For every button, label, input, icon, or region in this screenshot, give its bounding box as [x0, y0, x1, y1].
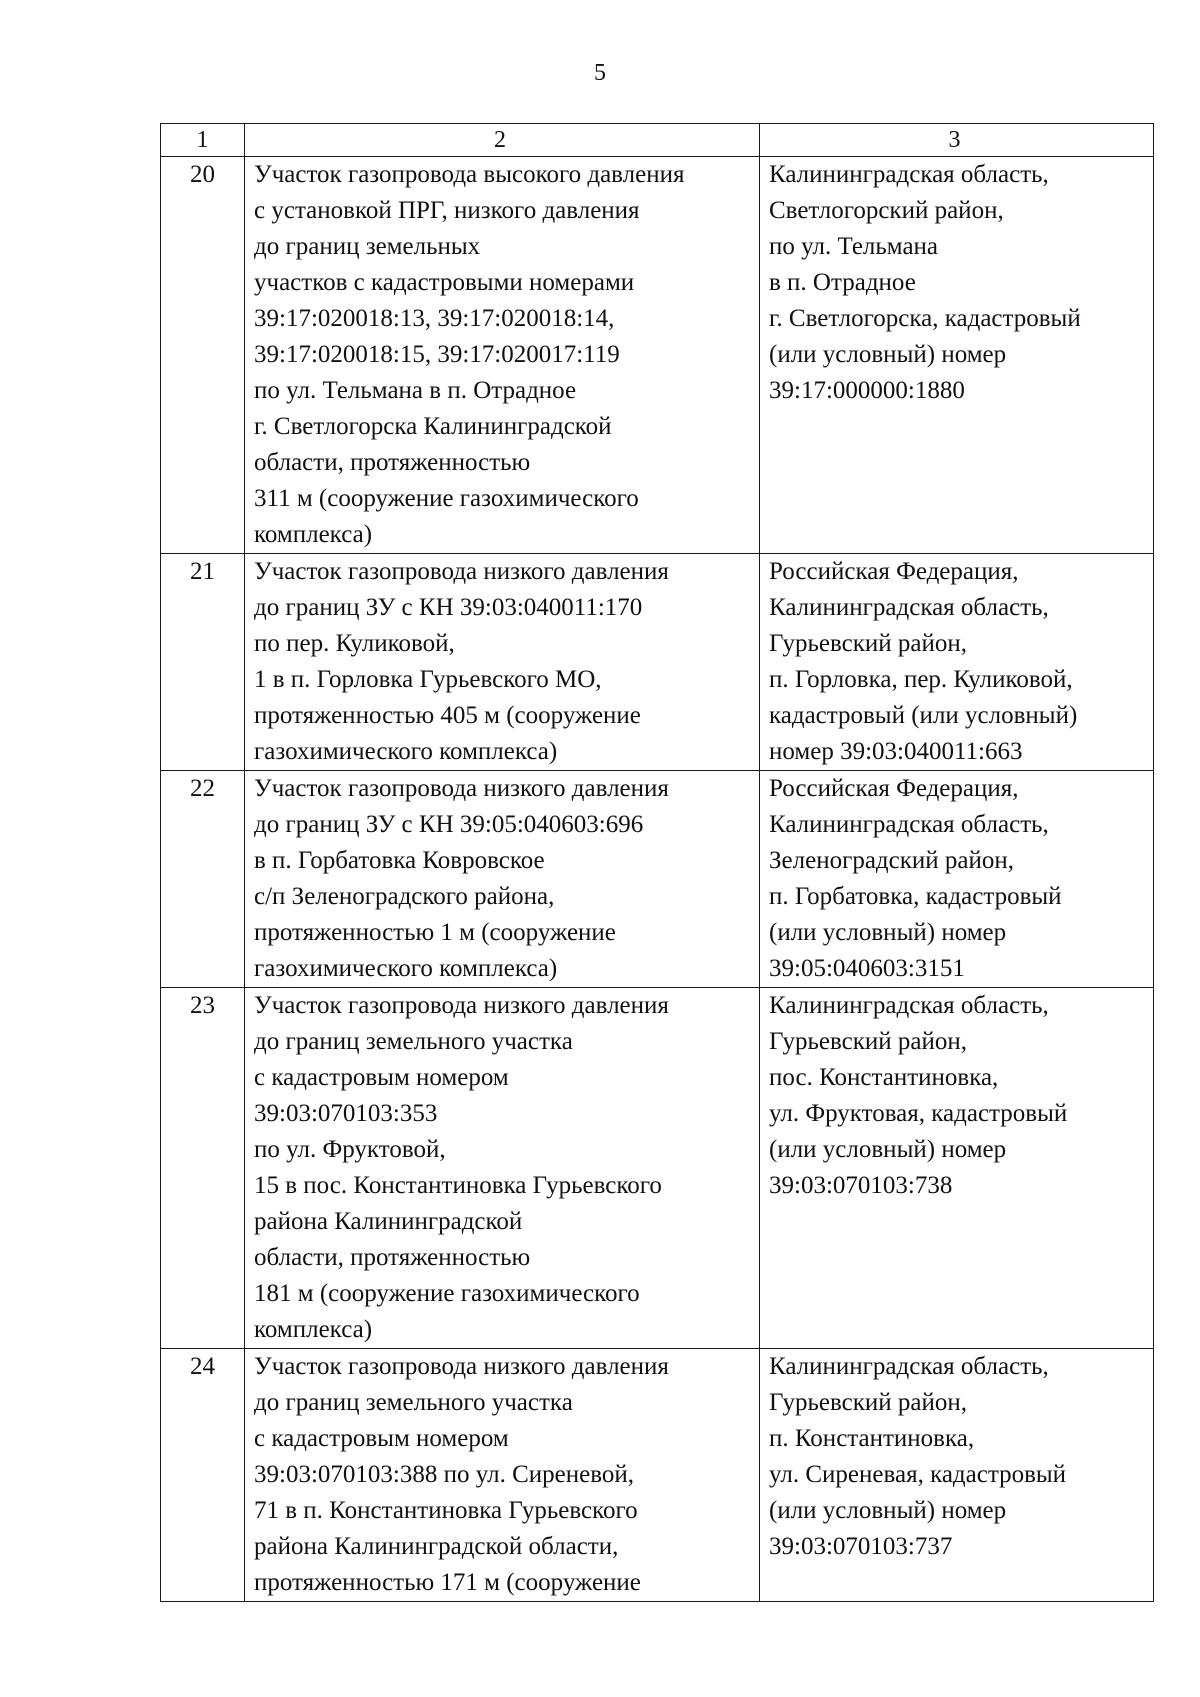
address-line: Светлогорский район, [769, 197, 1004, 224]
header-col-1: 1 [161, 124, 245, 157]
address-line: в п. Отрадное [769, 269, 916, 296]
row-number-cell [161, 988, 245, 1349]
row-number: 20 [190, 161, 215, 188]
description-line: 311 м (сооружение газохимического [254, 485, 639, 512]
row-number: 23 [190, 992, 215, 1019]
address-line: кадастровый (или условный) [769, 702, 1078, 729]
address-line: Калининградская область, [769, 811, 1049, 838]
table-row [161, 554, 1154, 771]
address-line: п. Константиновка, [769, 1425, 975, 1452]
row-number: 22 [190, 775, 215, 802]
description-line: 39:03:070103:353 [254, 1100, 438, 1127]
description-line: газохимического комплекса) [254, 955, 558, 982]
description-line: протяженностью 1 м (сооружение [254, 919, 616, 946]
description-line: участков с кадастровыми номерами [254, 269, 635, 296]
row-description-cell [245, 554, 760, 771]
row-address-cell [760, 988, 1154, 1349]
row-address-cell [760, 771, 1154, 988]
row-address-cell [760, 1349, 1154, 1602]
description-line: до границ земельных [254, 233, 481, 260]
description-line: комплекса) [254, 521, 373, 548]
row-address-cell [760, 157, 1154, 554]
address-line: п. Горбатовка, кадастровый [769, 883, 1062, 910]
address-line: ул. Сиреневая, кадастровый [769, 1461, 1067, 1488]
address-line: по ул. Тельмана [769, 233, 939, 260]
row-description-cell [245, 771, 760, 988]
table-row [161, 1349, 1154, 1602]
description-line: до границ земельного участка [254, 1389, 573, 1416]
description-line: района Калининградской области, [254, 1533, 619, 1560]
description-line: комплекса) [254, 1316, 373, 1343]
address-line: Калининградская область, [769, 1353, 1049, 1380]
table-row [161, 771, 1154, 988]
row-address-cell [760, 554, 1154, 771]
row-number-cell [161, 771, 245, 988]
description-line: 15 в пос. Константиновка Гурьевского [254, 1172, 662, 1199]
description-line: протяженностью 405 м (сооружение [254, 702, 641, 729]
address-line: Калининградская область, [769, 992, 1049, 1019]
row-number-cell [161, 554, 245, 771]
objects-table [160, 123, 1154, 1602]
address-line: (или условный) номер [769, 1136, 1007, 1163]
description-line: Участок газопровода низкого давления [254, 558, 669, 585]
description-line: 39:17:020018:15, 39:17:020017:119 [254, 341, 620, 368]
description-line: протяженностью 171 м (сооружение [254, 1569, 641, 1596]
row-description-cell [245, 157, 760, 554]
address-line: п. Горловка, пер. Куликовой, [769, 666, 1073, 693]
address-line: ул. Фруктовая, кадастровый [769, 1100, 1068, 1127]
description-line: Участок газопровода высокого давления [254, 161, 685, 188]
address-line: (или условный) номер [769, 1497, 1007, 1524]
description-line: по пер. Куликовой, [254, 630, 455, 657]
description-line: с кадастровым номером [254, 1064, 509, 1091]
address-line: 39:03:070103:737 [769, 1533, 953, 1560]
description-line: 39:03:070103:388 по ул. Сиреневой, [254, 1461, 634, 1488]
table-row [161, 988, 1154, 1349]
description-line: по ул. Тельмана в п. Отрадное [254, 377, 577, 404]
address-line: Гурьевский район, [769, 1028, 968, 1055]
description-line: с/п Зеленоградского района, [254, 883, 555, 910]
description-line: 71 в п. Константиновка Гурьевского [254, 1497, 638, 1524]
address-line: Российская Федерация, [769, 558, 1019, 585]
description-line: в п. Горбатовка Ковровское [254, 847, 545, 874]
address-line: (или условный) номер [769, 919, 1007, 946]
table-header-row [161, 124, 1154, 157]
address-line: 39:05:040603:3151 [769, 955, 965, 982]
address-line: пос. Константиновка, [769, 1064, 999, 1091]
row-number-cell [161, 157, 245, 554]
address-line: (или условный) номер [769, 341, 1007, 368]
address-line: Гурьевский район, [769, 630, 968, 657]
row-number-cell [161, 1349, 245, 1602]
address-line: Гурьевский район, [769, 1389, 968, 1416]
table-row [161, 157, 1154, 554]
description-line: по ул. Фруктовой, [254, 1136, 446, 1163]
description-line: области, протяженностью [254, 449, 531, 476]
row-description-cell [245, 988, 760, 1349]
description-line: области, протяженностью [254, 1244, 531, 1271]
description-line: 1 в п. Горловка Гурьевского МО, [254, 666, 602, 693]
row-number: 21 [190, 558, 215, 585]
description-line: газохимического комплекса) [254, 738, 558, 765]
address-line: номер 39:03:040011:663 [769, 738, 1023, 765]
address-line: Российская Федерация, [769, 775, 1019, 802]
address-line: 39:17:000000:1880 [769, 377, 965, 404]
address-line: г. Светлогорска, кадастровый [769, 305, 1081, 332]
address-line: Калининградская область, [769, 594, 1049, 621]
row-description-cell [245, 1349, 760, 1602]
description-line: Участок газопровода низкого давления [254, 1353, 669, 1380]
description-line: с кадастровым номером [254, 1425, 509, 1452]
description-line: до границ земельного участка [254, 1028, 573, 1055]
description-line: г. Светлогорска Калининградской [254, 413, 612, 440]
address-line: Калининградская область, [769, 161, 1049, 188]
header-col-2: 2 [245, 124, 760, 157]
row-number: 24 [190, 1353, 215, 1380]
address-line: Зеленоградский район, [769, 847, 1014, 874]
description-line: Участок газопровода низкого давления [254, 992, 669, 1019]
description-line: 39:17:020018:13, 39:17:020018:14, [254, 305, 615, 332]
page-number: 5 [594, 60, 606, 86]
address-line: 39:03:070103:738 [769, 1172, 953, 1199]
description-line: до границ ЗУ с КН 39:05:040603:696 [254, 811, 644, 838]
description-line: Участок газопровода низкого давления [254, 775, 669, 802]
description-line: 181 м (сооружение газохимического [254, 1280, 640, 1307]
description-line: до границ ЗУ с КН 39:03:040011:170 [254, 594, 643, 621]
description-line: с установкой ПРГ, низкого давления [254, 197, 640, 224]
description-line: района Калининградской [254, 1208, 523, 1235]
header-col-3: 3 [760, 124, 1154, 157]
